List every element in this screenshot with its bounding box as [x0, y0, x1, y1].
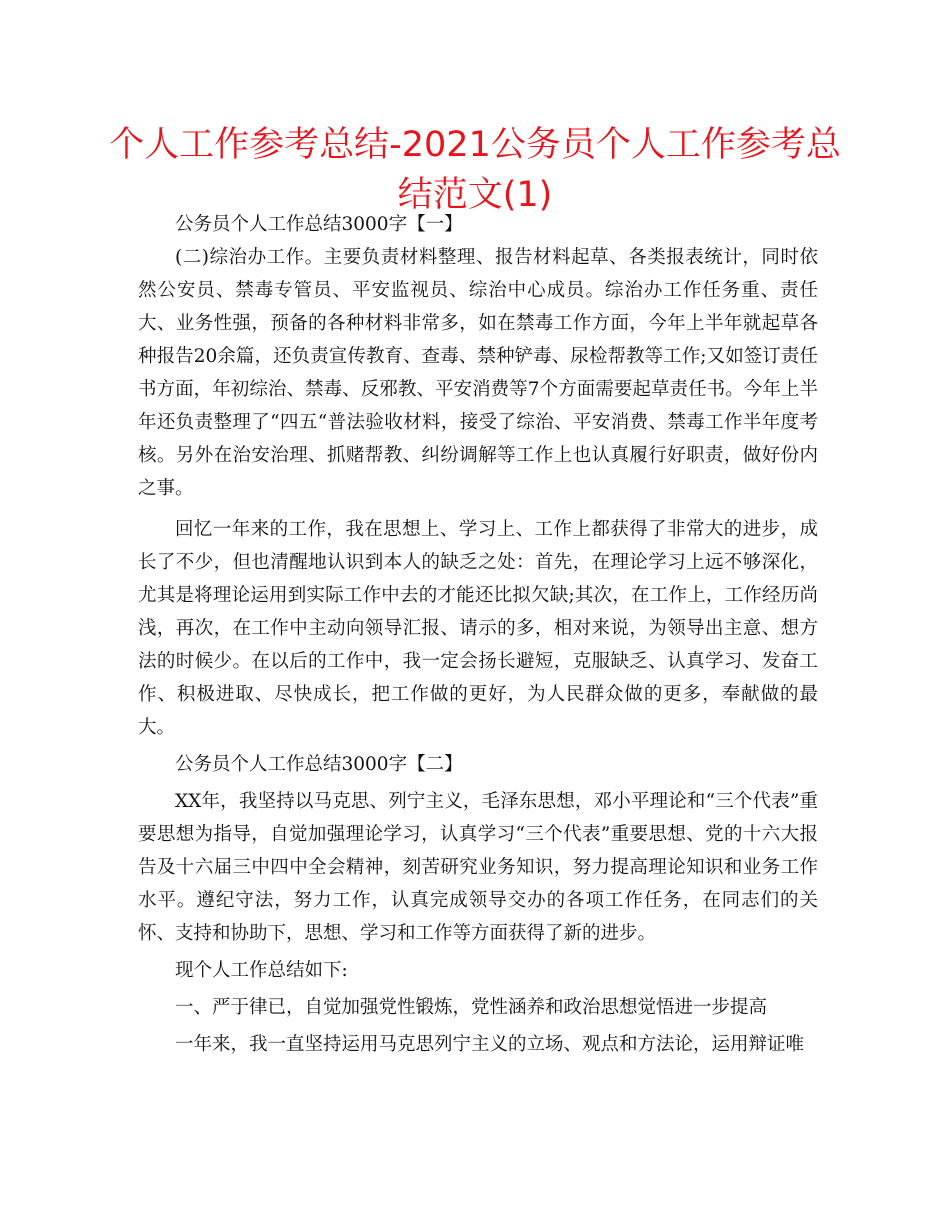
body-paragraph: 回忆一年来的工作，我在思想上、学习上、工作上都获得了非常大的进步，成长了不少，但也清醒地认识到本人的缺乏之处：首先，在理论学习上远不够深化，尤其是将理论运用到实际工作中去的才能还比拟欠缺;其次，在工作上，工作经历尚浅，再次，在工作中主动向领导汇报、请示的多，相对来说，为领导出主意、想方法的时候少。在以后的工作中，我一定会扬长避短，克服缺乏、认真学习、发奋工作、积极进取、尽快成长，把工作做的更好，为人民群众做的更多，奉献做的最大。 — [138, 519, 818, 738]
body-paragraph: (二)综治办工作。主要负责材料整理、报告材料起草、各类报表统计，同时依然公安员、禁毒专管员、平安监视员、综治中心成员。综治办工作任务重、责任大、业务性强，预备的各种材料非常多，如在禁毒工作方面，今年上半年就起草各种报告20余篇，还负责宣传教育、查毒、禁种铲毒、尿检帮教等工作;又如签订责任书方面，年初综治、禁毒、反邪教、平安消费等7个方面需要起草责任书。今年上半年还负责整理了“四五“普法验收材料，接受了综治、平安消费、禁毒工作半年度考核。另外在治安治理、抓赌帮教、纠纷调解等工作上也认真履行好职责，做好份内之事。 — [138, 247, 818, 499]
section-heading-1: 公务员个人工作总结3000字【一】 — [175, 214, 463, 235]
body-paragraph: 现个人工作总结如下: — [175, 960, 348, 981]
subsection-heading: 一、严于律已，自觉加强党性锻炼，党性涵养和政治思想觉悟进一步提高 — [175, 997, 768, 1018]
document-title: 个人工作参考总结-2021公务员个人工作参考总结范文(1) — [109, 125, 841, 215]
section-heading-2: 公务员个人工作总结3000字【二】 — [175, 754, 463, 775]
body-paragraph: 一年来，我一直坚持运用马克思列宁主义的立场、观点和方法论，运用辩证唯 — [175, 1034, 805, 1055]
document-body — [138, 208, 818, 1061]
body-paragraph: XX年，我坚持以马克思、列宁主义，毛泽东思想，邓小平理论和“三个代表”重要思想为指导，自觉加强理论学习，认真学习“三个代表”重要思想、党的十六大报告及十六届三中四中全会精神，刻苦研究业务知识，努力提高理论知识和业务工作水平。遵纪守法，努力工作，认真完成领导交办的各项工作任务，在同志们的关怀、支持和协助下，思想、学习和工作等方面获得了新的进步。 — [138, 791, 818, 944]
